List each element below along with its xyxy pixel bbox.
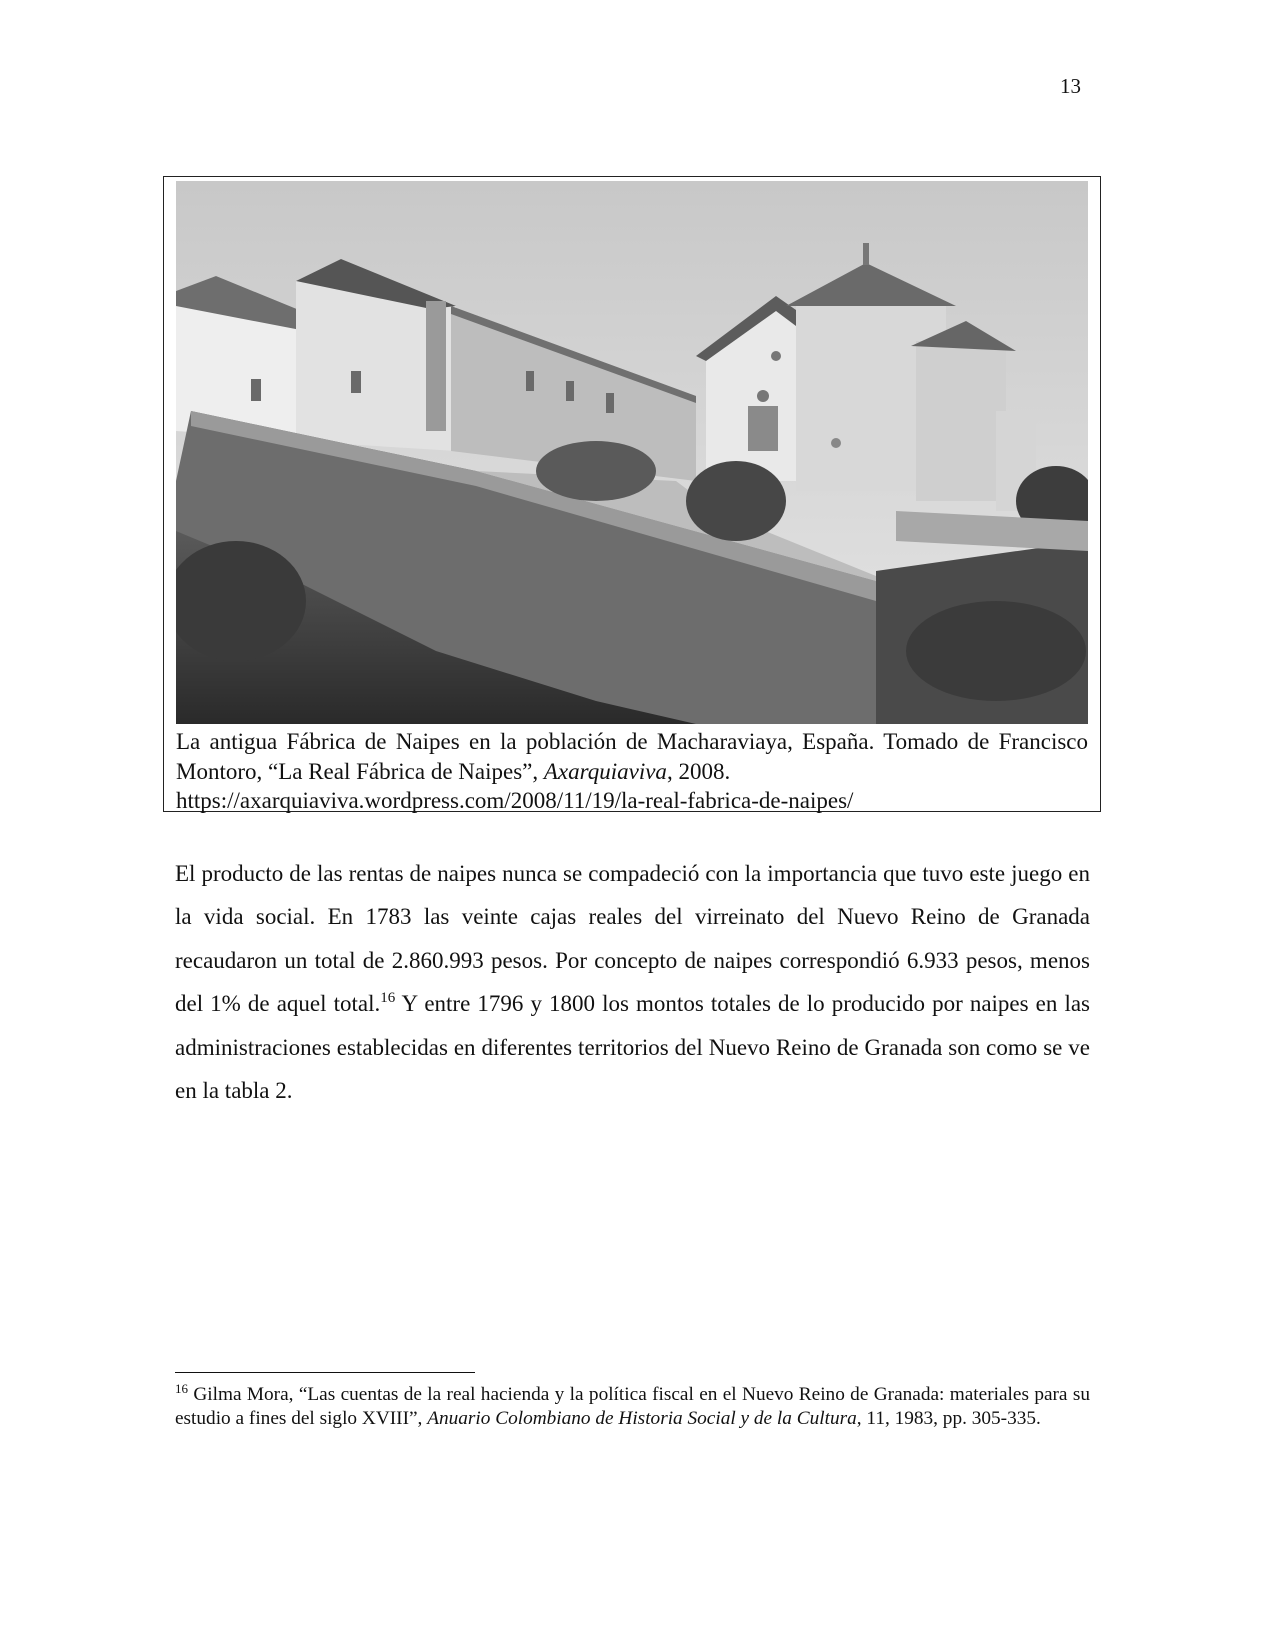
figure-caption — [176, 727, 1088, 816]
church-factory-photo-icon — [176, 181, 1088, 724]
figure — [163, 176, 1101, 812]
caption-text-end: , 2008. — [666, 758, 731, 784]
footnote-journal: Anuario Colombiano de Historia Social y de la Cultura — [427, 1408, 857, 1429]
footnote-reference: 16 — [380, 990, 396, 1007]
footnote-number: 16 — [175, 1381, 188, 1396]
photo-illustration — [176, 181, 1088, 724]
caption-source: Axarquiaviva — [543, 758, 667, 784]
caption-text: La antigua Fábrica de Naipes en la población de Macharaviaya, España. Tomado de Francisco Montoro, “La Real Fábrica de Naipes”, — [176, 729, 1088, 784]
caption-url: https://axarquiaviva.wordpress.com/2008/11/19/la-real-fabrica-de-naipes/ — [176, 788, 854, 813]
footnote-text-end: , 11, 1983, pp. 305-335. — [856, 1408, 1041, 1429]
footnote-text: Gilma Mora, “Las cuentas de la real hacienda y la política fiscal en el Nuevo Reino de Granada: materiales para su estudio a fines del siglo XVIII”, — [175, 1384, 1090, 1429]
body-paragraph — [175, 852, 1090, 1112]
paragraph-text: El producto de las rentas de naipes nunca se compadeció con la importancia que tuvo este juego en la vida social. En 1783 las veinte cajas reales del virreinato del Nuevo Reino de Granada recaudaron un total de 2.860.993 pesos. Por concepto de naipes correspondió 6.933 pesos, menos del 1% de aquel total. — [175, 861, 1090, 1017]
footnote — [175, 1383, 1090, 1431]
footnote-separator — [175, 1372, 475, 1373]
paragraph-text-continued: Y entre 1796 y 1800 los montos totales de lo producido por naipes en las administraciones establecidas en diferentes territorios del Nuevo Reino de Granada son como se ve en la tabla 2. — [175, 991, 1091, 1104]
page-number: 13 — [1060, 74, 1081, 98]
